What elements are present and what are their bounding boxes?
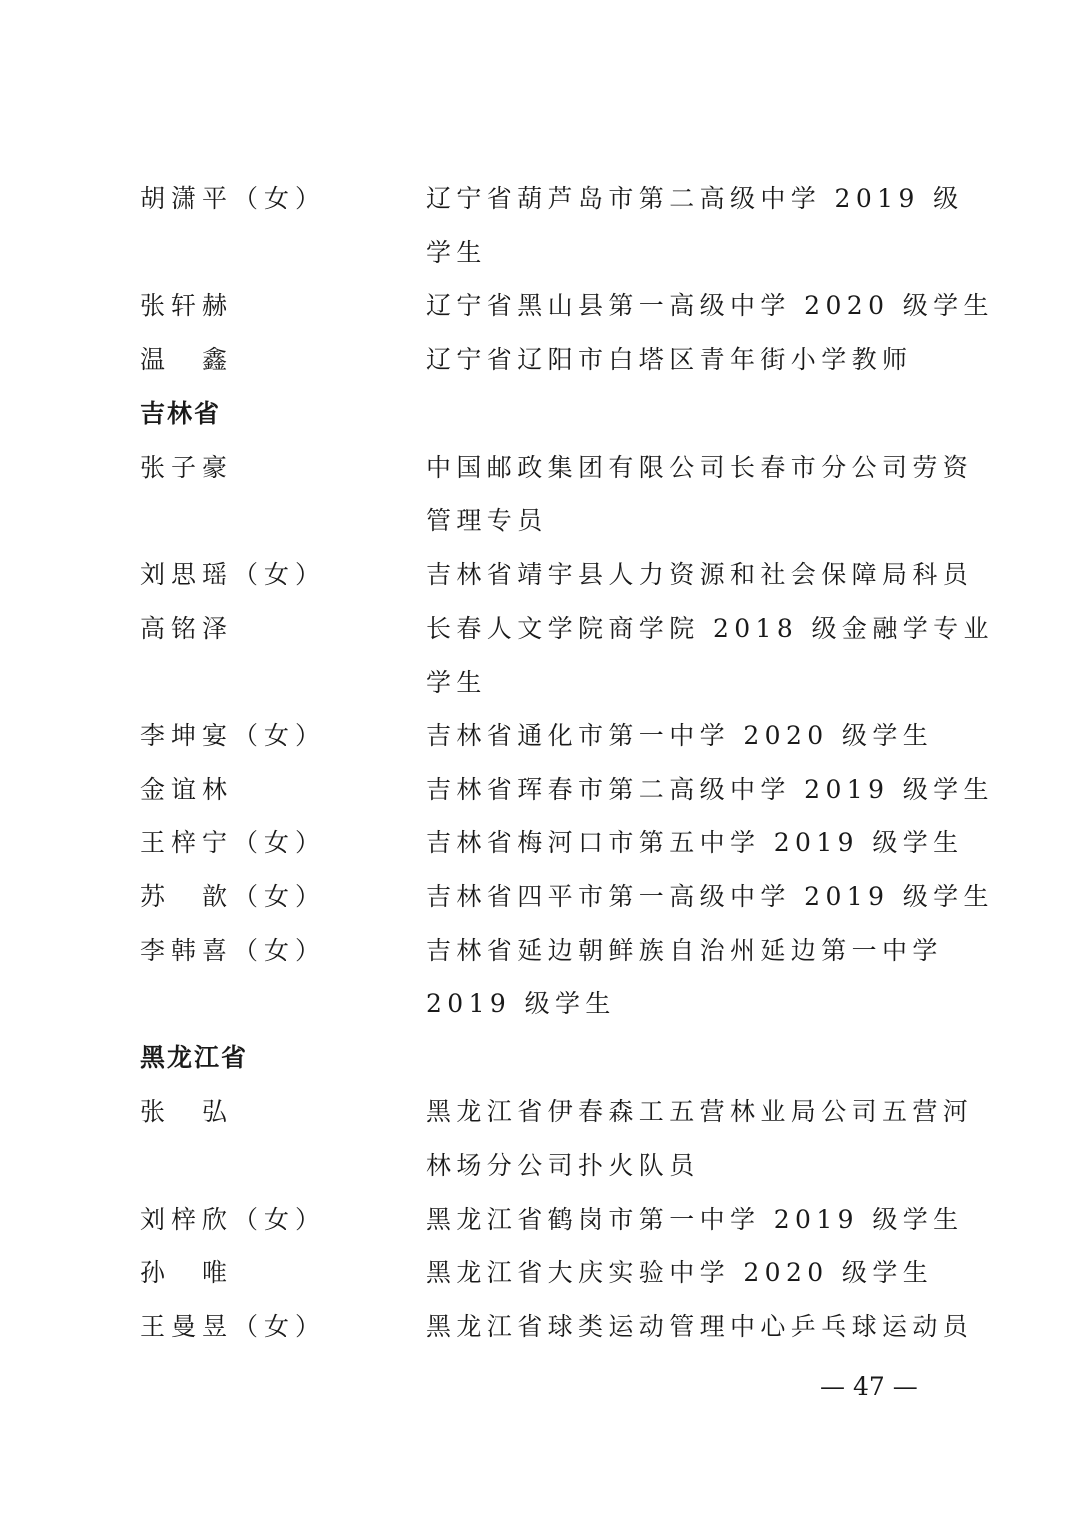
list-row xyxy=(0,228,1080,278)
person-name: 李坤宴（女） xyxy=(140,721,327,750)
list-row xyxy=(0,496,1080,546)
affiliation: 吉林省延边朝鲜族自治州延边第一中学 xyxy=(426,936,943,965)
affiliation: 辽宁省黑山县第一高级中学 2020 级学生 xyxy=(426,291,994,320)
affiliation-continued: 2019 级学生 xyxy=(426,989,616,1018)
affiliation: 吉林省四平市第一高级中学 2019 级学生 xyxy=(426,882,994,911)
affiliation: 吉林省靖宇县人力资源和社会保障局科员 xyxy=(426,560,974,589)
person-name: 王曼昱（女） xyxy=(140,1312,327,1341)
affiliation: 黑龙江省伊春森工五营林业局公司五营河 xyxy=(426,1097,974,1126)
affiliation: 吉林省通化市第一中学 2020 级学生 xyxy=(426,721,934,750)
province-heading: 黑龙江省 xyxy=(140,1043,249,1072)
affiliation: 辽宁省葫芦岛市第二高级中学 2019 级 xyxy=(426,184,964,213)
list-row xyxy=(0,174,1080,224)
list-row xyxy=(0,872,1080,922)
list-row xyxy=(0,443,1080,493)
affiliation-continued: 林场分公司扑火队员 xyxy=(426,1151,700,1180)
list-row xyxy=(0,550,1080,600)
affiliation: 吉林省梅河口市第五中学 2019 级学生 xyxy=(426,828,964,857)
list-row xyxy=(0,1087,1080,1137)
person-name: 金谊林 xyxy=(140,775,234,804)
person-name: 张轩赫 xyxy=(140,291,234,320)
affiliation: 中国邮政集团有限公司长春市分公司劳资 xyxy=(426,453,974,482)
affiliation: 黑龙江省鹤岗市第一中学 2019 级学生 xyxy=(426,1205,964,1234)
affiliation: 吉林省珲春市第二高级中学 2019 级学生 xyxy=(426,775,994,804)
list-row xyxy=(0,1195,1080,1245)
person-name: 孙 唯 xyxy=(140,1258,234,1287)
list-row xyxy=(0,281,1080,331)
list-row xyxy=(0,818,1080,868)
affiliation: 黑龙江省球类运动管理中心乒乓球运动员 xyxy=(426,1312,974,1341)
affiliation: 辽宁省辽阳市白塔区青年街小学教师 xyxy=(426,345,913,374)
person-name: 李韩喜（女） xyxy=(140,936,327,965)
list-row xyxy=(0,335,1080,385)
province-heading: 吉林省 xyxy=(140,399,222,428)
person-name: 高铭泽 xyxy=(140,614,234,643)
person-name: 刘梓欣（女） xyxy=(140,1205,327,1234)
list-row xyxy=(0,604,1080,654)
person-name: 张子豪 xyxy=(140,453,234,482)
person-name: 张 弘 xyxy=(140,1097,234,1126)
list-row xyxy=(0,765,1080,815)
affiliation-continued: 学生 xyxy=(426,668,487,697)
affiliation: 黑龙江省大庆实验中学 2020 级学生 xyxy=(426,1258,934,1287)
affiliation-continued: 管理专员 xyxy=(426,506,548,535)
person-name: 温 鑫 xyxy=(140,345,234,374)
list-row xyxy=(0,1302,1080,1352)
list-row xyxy=(0,926,1080,976)
affiliation-continued: 学生 xyxy=(426,238,487,267)
list-row xyxy=(0,1141,1080,1191)
person-name: 刘思瑶（女） xyxy=(140,560,327,589)
affiliation: 长春人文学院商学院 2018 级金融学专业 xyxy=(426,614,994,643)
person-name: 苏 歆（女） xyxy=(140,882,327,911)
list-row xyxy=(0,711,1080,761)
list-row xyxy=(0,658,1080,708)
list-row xyxy=(0,979,1080,1029)
section-heading-row xyxy=(0,389,1080,439)
list-row xyxy=(0,1248,1080,1298)
person-name: 王梓宁（女） xyxy=(140,828,327,857)
person-name: 胡潇平（女） xyxy=(140,184,327,213)
section-heading-row xyxy=(0,1033,1080,1083)
page-number: — 47 — xyxy=(820,1372,918,1401)
